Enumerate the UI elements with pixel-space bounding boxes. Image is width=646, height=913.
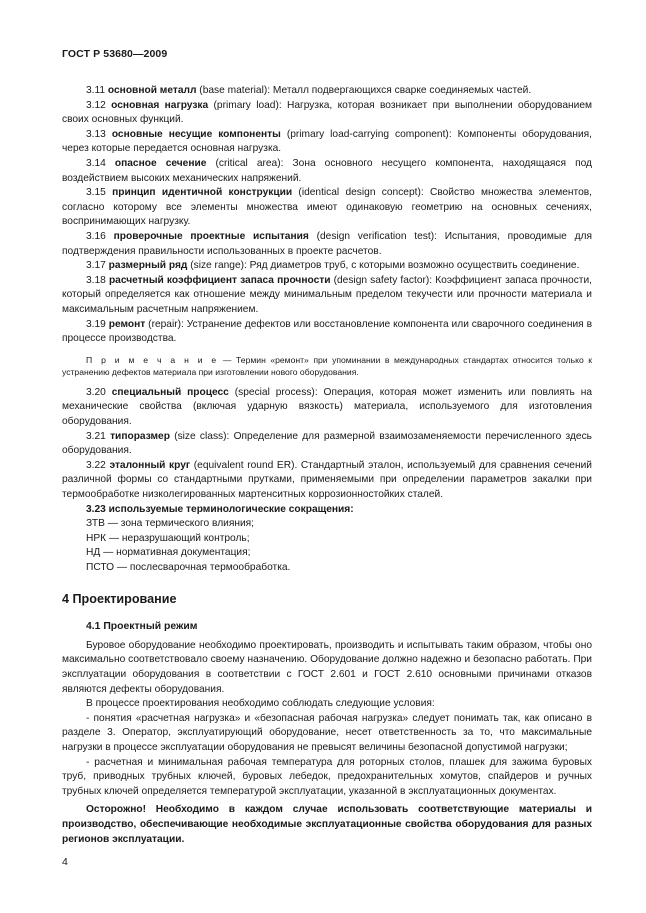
section-paragraph: - понятия «расчетная нагрузка» и «безопасная рабочая нагрузка» следует понимать так, как описано в разделе 3. Оператор, эксплуатирующий оборудование, несет ответственность за то, что максимальные нагрузки в процессе эксплуатации оборудования не превысят величины безопасной допустимой нагрузки;: [62, 712, 592, 753]
term-number: 3.19: [86, 318, 106, 330]
term-text: : Испытания, проводимые для подтверждения правильности использованных в проекте расчетов.: [62, 230, 592, 257]
term-text: : Нагрузка, которая возникает при выполнении оборудованием своих основных функций.: [62, 99, 592, 126]
term-number: 3.21: [86, 430, 106, 442]
page-content: [62, 84, 592, 847]
term-english: (repair): [148, 318, 182, 330]
term-number: 3.14: [86, 157, 106, 169]
term-name: размерный ряд: [108, 260, 188, 272]
term-english: (size class): [174, 430, 227, 442]
abbreviations-list: [62, 517, 592, 575]
term-text: : Свойство множества элементов, согласно которому все элементы множества имеют одинаковую геометрию на основных сечениях, воспринимающих нагрузку.: [62, 187, 592, 228]
term-number: 3.12: [86, 99, 106, 111]
term-name: основные несущие компоненты: [111, 128, 281, 140]
term-definition: [62, 99, 592, 128]
section-paragraph: Буровое оборудование необходимо проектировать, производить и испытывать таким образом, чтобы оно максимально соответствовало своему назначению. Оборудование должно надежно и безопасно работать. При эксплуатации оборудования в соответствии с ГОСТ 2.601 и ГОСТ 2.610 основными причинами отказов являются дефекты оборудования.: [62, 639, 592, 695]
term-number: 3.13: [86, 128, 106, 140]
term-english: (special process): [234, 386, 315, 398]
note-text: — Термин «ремонт» при упоминании в международных стандартах относится только к устранению дефектов материала при изготовлении нового оборудования.: [62, 354, 592, 378]
term-definition: [62, 318, 592, 347]
term-english: (size range): [190, 260, 245, 272]
term-text: : Зона основного несущего компонента, находящаяся под воздействием высоких механических напряжений.: [62, 157, 592, 184]
term-name: типоразмер: [110, 430, 170, 442]
term-name: эталонный круг: [109, 459, 191, 471]
term-english: (design safety factor): [333, 274, 430, 286]
term-number: 3.18: [86, 274, 106, 286]
term-name: опасное сечение: [114, 157, 207, 169]
term-name: принцип идентичной конструкции: [112, 187, 293, 199]
term-text: : Ряд диаметров труб, с которыми возможно осуществить соединение.: [244, 260, 580, 272]
term-number: 3.20: [86, 386, 106, 398]
term-number: 3.22: [86, 459, 106, 471]
term-definition: [62, 259, 592, 274]
section-title: 4 Проектирование: [62, 591, 177, 606]
term-text: : Металл подвергающихся сварке соединяемых частей.: [267, 85, 532, 96]
term-name: основная нагрузка: [111, 99, 209, 111]
term-name: проверочные проектные испытания: [113, 230, 309, 242]
term-text: : Устранение дефектов или восстановление компонента или сварочного соединения в процессе производства.: [62, 318, 592, 345]
term-number: 3.16: [86, 230, 106, 242]
abbreviation-item: НД — нормативная документация;: [86, 547, 251, 559]
term-name: расчетный коэффициент запаса прочности: [108, 274, 331, 286]
subsection-title: 4.1 Проектный режим: [86, 621, 198, 633]
term-english: (identical design concept): [298, 187, 421, 199]
term-english: (primary load): [213, 99, 279, 111]
term-definition: [62, 386, 592, 430]
warning-paragraph: Осторожно! Необходимо в каждом случае использовать соответствующие материалы и производство, обеспечивающие необходимые эксплуатационные свойства оборудования для разных регионов эксплуатации.: [62, 804, 592, 845]
term-definition: [62, 230, 592, 259]
term-name: основной металл: [107, 85, 197, 96]
term-text: : Компоненты оборудования, через которые передается основная нагрузка.: [62, 128, 592, 155]
term-definition: [62, 430, 592, 459]
term-text: . Стандартный эталон, используемый для сравнения сечений различной формы со стандартными прутками, применяемыми при определении параметров закалки при термообработке низколегированных мартенситных коррозионностойких сталей.: [62, 459, 592, 501]
term-definition: [62, 186, 592, 230]
terms-list-part1: [62, 84, 592, 347]
term-number: 3.17: [86, 260, 106, 272]
abbreviation-item: ПСТО — послесварочная термообработка.: [86, 562, 291, 573]
abbreviation-item: НРК — неразрушающий контроль;: [86, 532, 250, 544]
term-english: (primary load-carrying component): [286, 128, 449, 140]
term-number: 3.11: [86, 85, 106, 96]
term-text: : Определение для размерной взаимозаменяемости перечисленного здесь оборудования.: [62, 430, 592, 457]
document-code-header: ГОСТ Р 53680—2009: [62, 48, 168, 60]
note-label: П р и м е ч а н и е: [86, 354, 219, 365]
term-english: (critical area): [215, 157, 281, 169]
term-text: : Коэффициент запаса прочности, который определяется как отношение между минимальным пределом текучести или прочности материала и максимальным расчетным напряжением.: [62, 274, 592, 315]
term-number: 3.15: [86, 187, 106, 199]
terms-list-part2: [62, 386, 592, 503]
term-definition: [62, 157, 592, 186]
term-name: ремонт: [108, 318, 146, 330]
term-text: : Операция, которая может изменить или повлиять на механические свойства (включая ударную вязкость) материала, используемого для изготовления оборудования.: [62, 386, 592, 428]
page-number: 4: [62, 856, 68, 868]
term-definition: [62, 459, 592, 503]
term-name: специальный процесс: [111, 386, 229, 398]
section-paragraph: В процессе проектирования необходимо соблюдать следующие условия:: [86, 698, 435, 710]
term-definition: [62, 274, 592, 318]
term-english: (equivalent round ER): [193, 459, 295, 471]
term-english: (base material): [199, 85, 268, 96]
section-paragraph: - расчетная и минимальная рабочая температура для роторных столов, плашек для зажима буровых труб, приводных трубных ключей, буровых лебедок, предохранительных хомутов, спайдеров и ручных трубных ключей определяется температурой эксплуатации, указанной в эксплуатационных документах.: [62, 756, 592, 797]
term-english: (design verification test): [316, 230, 435, 242]
note-paragraph: [62, 354, 592, 379]
abbreviation-item: ЗТВ — зона термического влияния;: [86, 518, 255, 530]
term-definition: [62, 128, 592, 157]
term-definition: [62, 84, 592, 99]
abbreviations-heading: 3.23 используемые терминологические сокращения:: [86, 503, 354, 515]
